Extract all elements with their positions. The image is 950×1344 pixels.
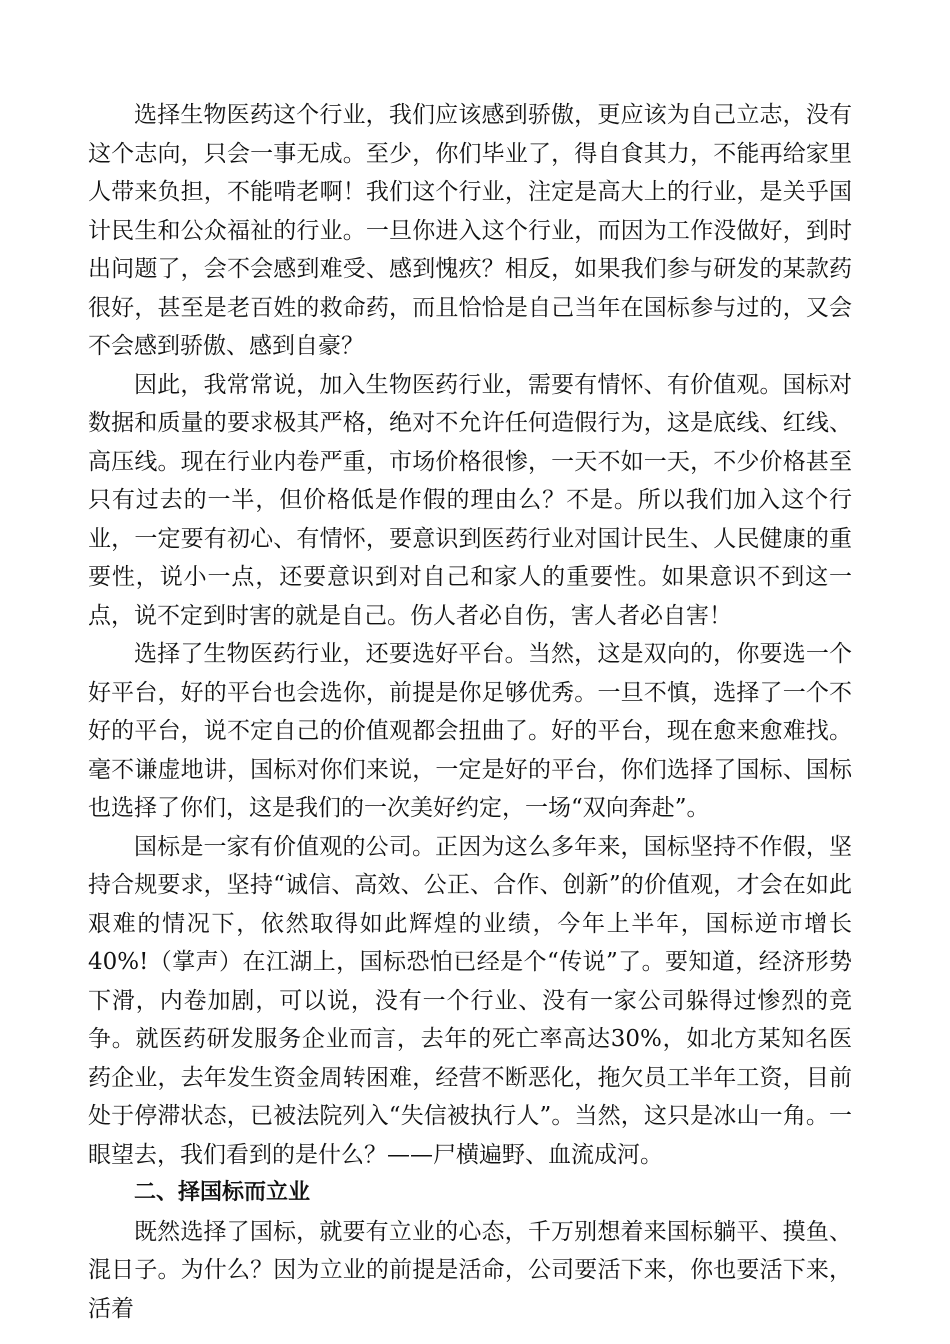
paragraph-establish-career: 既然选择了国标，就要有立业的心态，千万别想着来国标躺平、摸鱼、混日子。为什么？因为立业的前提是活命，公司要活下来，你也要活下来，活着 — [88, 1218, 852, 1322]
paragraph-industry-pride: 选择生物医药这个行业，我们应该感到骄傲，更应该为自己立志，没有这个志向，只会一事无成。至少，你们毕业了，得自食其力，不能再给家里人带来负担，不能啃老啊！我们这个行业，注定是高大上的行业，是关乎国计民生和公众福祉的行业。一旦你进入这个行业，而因为工作没做好，到时出问题了，会不会感到难受、感到愧疚？相反，如果我们参与研发的某款药很好，甚至是老百姓的救命药，而且恰恰是自己当年在国标参与过的，又会不会感到骄傲、感到自豪？ — [88, 102, 852, 359]
paragraph-platform: 选择了生物医药行业，还要选好平台。当然，这是双向的，你要选一个好平台，好的平台也会选你，前提是你足够优秀。一旦不慎，选择了一个不好的平台，说不定自己的价值观都会扭曲了。好的平台，现在愈来愈难找。毫不谦虚地讲，国标对你们来说，一定是好的平台，你们选择了国标、国标也选择了你们，这是我们的一次美好约定，一场“双向奔赴”。 — [88, 641, 852, 821]
paragraph-values: 因此，我常常说，加入生物医药行业，需要有情怀、有价值观。国标对数据和质量的要求极其严格，绝对不允许任何造假行为，这是底线、红线、高压线。现在行业内卷严重，市场价格很惨，一天不如一天，不少价格甚至只有过去的一半，但价格低是作假的理由么？不是。所以我们加入这个行业，一定要有初心、有情怀，要意识到医药行业对国计民生、人民健康的重要性，说小一点，还要意识到对自己和家人的重要性。如果意识不到这一点，说不定到时害的就是自己。伤人者必自伤，害人者必自害！ — [88, 371, 852, 629]
paragraph-company-values: 国标是一家有价值观的公司。正因为这么多年来，国标坚持不作假，坚持合规要求，坚持“诚信、高效、公正、合作、创新”的价值观，才会在如此艰难的情况下，依然取得如此辉煌的业绩，今年上半年，国标逆市增长40%!（掌声）在江湖上，国标恐怕已经是个“传说”了。要知道，经济形势下滑，内卷加剧，可以说，没有一个行业、没有一家公司躲得过惨烈的竞争。就医药研发服务企业而言，去年的死亡率高达30%，如北方某知名医药企业，去年发生资金周转困难，经营不断恶化，拖欠员工半年工资，目前处于停滞状态，已被法院列入“失信被执行人”。当然，这只是冰山一角。一眼望去，我们看到的是什么？——尸横遍野、血流成河。 — [88, 833, 852, 1168]
section-heading: 二、择国标而立业 — [134, 1180, 311, 1205]
body-text — [88, 96, 852, 1328]
